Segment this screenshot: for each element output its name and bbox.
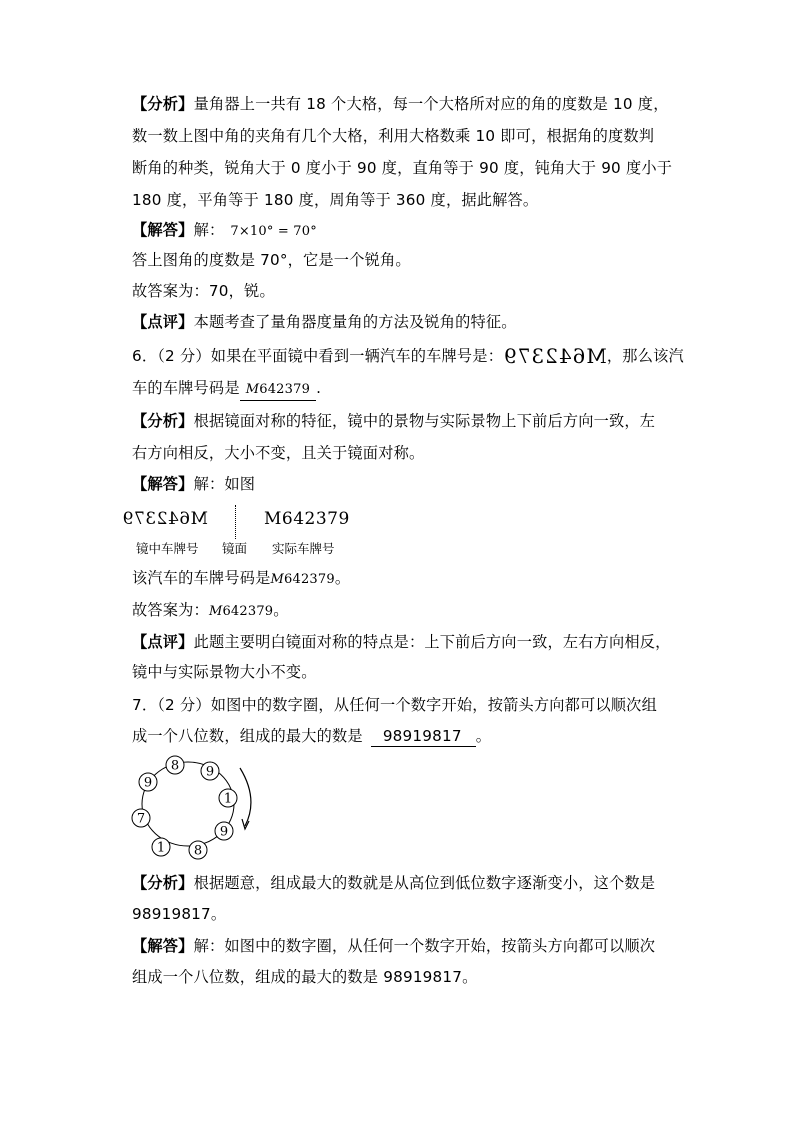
digit-node-label: 9 <box>143 775 153 791</box>
q7-analysis-text-1: 根据题意，组成最大的数就是从高位到低位数字逐渐变小，这个数是 <box>193 874 656 892</box>
q7-stem-l2-pre: 成一个八位数，组成的最大的数是 <box>132 727 363 745</box>
q6-number: 6． <box>132 347 158 365</box>
q5-analysis-line-2: 数一数上图中角的夹角有几个大格，利用大格数乘 10 即可，根据角的度数判 <box>132 127 655 145</box>
digit-node-label: 1 <box>223 791 233 807</box>
fig-actual-plate: M642379 <box>264 509 350 529</box>
fig-label-mirror: 镜面 <box>222 541 248 556</box>
q6-answer-blank <box>240 378 316 401</box>
q7-answer-line-2: 组成一个八位数，组成的最大的数是 98919817。 <box>132 968 478 986</box>
fig-mirror-plate: M642379 <box>122 509 208 529</box>
fig-label-actual: 实际车牌号 <box>272 541 335 556</box>
q5-analysis-line-3: 断角的种类，锐角大于 0 度小于 90 度，直角等于 90 度，钝角大于 90 度小于 <box>132 159 673 177</box>
q6-comment-tag: 【点评】 <box>132 633 194 651</box>
q5-comment-tag: 【点评】 <box>132 313 194 331</box>
q5-comment-line <box>132 312 517 332</box>
q6-final-pre: 故答案为： <box>132 601 209 619</box>
q7-score: （2 分） <box>157 696 211 714</box>
q7-answer-tag: 【解答】 <box>132 937 194 955</box>
digit-node-label: 1 <box>156 840 166 856</box>
q7-number: 7． <box>132 696 158 714</box>
q6-analysis-tag: 【分析】 <box>132 412 194 430</box>
q6-score: （2 分） <box>157 347 211 365</box>
q6-stem-l2-post: . <box>316 379 322 397</box>
q5-analysis-line-1 <box>132 94 669 114</box>
digit-node-label: 8 <box>193 843 203 859</box>
q5-final-answer: 故答案为：70，锐。 <box>132 282 275 300</box>
q6-answer-text: 解：如图 <box>193 475 256 493</box>
q6-comment-line-1 <box>132 632 671 652</box>
q6-stem-pre: 如果在平面镜中看到一辆汽车的车牌号是： <box>210 347 504 365</box>
q6-blank-letter: M <box>245 382 260 397</box>
arrow-curve <box>240 768 251 826</box>
q6-final-number: 642379 <box>222 604 274 619</box>
q5-formula: 7×10° = 70° <box>230 224 317 239</box>
q6-result-pre: 该汽车的车牌号码是 <box>132 569 271 587</box>
q6-answer-line-1 <box>132 474 255 494</box>
q6-answer-tag: 【解答】 <box>132 475 194 493</box>
q6-stem-line-1 <box>132 346 684 366</box>
digit-node-label: 9 <box>219 824 229 840</box>
q6-result-number: 642379 <box>284 572 335 587</box>
q5-answer-line-1 <box>132 220 317 242</box>
q6-blank-number: 642379 <box>259 382 311 397</box>
fig-label-mirror-plate: 镜中车牌号 <box>136 541 199 556</box>
q5-analysis-tag: 【分析】 <box>132 95 194 113</box>
q5-answer-prefix: 解： <box>193 221 225 239</box>
q7-answer-blank: 98919817 <box>371 726 476 747</box>
q7-stem-line-1 <box>132 695 657 715</box>
q6-result-post: 。 <box>334 569 351 587</box>
q6-comment-text-1: 此题主要明白镜面对称的特点是：上下前后方向一致，左右方向相反， <box>193 633 671 651</box>
q6-result-letter: M <box>270 572 285 587</box>
q5-answer-line-2: 答上图角的度数是 70°，它是一个锐角。 <box>132 251 411 269</box>
q7-analysis-line-1 <box>132 873 655 893</box>
q7-analysis-line-2: 98919817。 <box>132 905 227 923</box>
q6-mirror-plate-inline: M642379 <box>503 344 607 368</box>
q7-answer-text-1: 解：如图中的数字圈，从任何一个数字开始，按箭头方向都可以顺次 <box>193 937 656 955</box>
q6-final-line <box>132 600 289 622</box>
digit-nodes <box>132 756 237 859</box>
q5-comment-text: 本题考查了量角器度量角的方法及锐角的特征。 <box>193 313 517 331</box>
q7-digit-circle-figure <box>128 754 263 864</box>
q7-analysis-tag: 【分析】 <box>132 874 194 892</box>
q7-answer-line-1 <box>132 936 655 956</box>
q6-analysis-line-1 <box>132 411 655 431</box>
q6-final-post: 。 <box>273 601 289 619</box>
q6-stem-l2-pre: 车的车牌号码是 <box>132 379 240 397</box>
q5-analysis-text-1: 量角器上一共有 18 个大格，每一个大格所对应的角的度数是 10 度， <box>193 95 669 113</box>
q6-analysis-text-1: 根据镜面对称的特征，镜中的景物与实际景物上下前后方向一致，左 <box>193 412 656 430</box>
q5-analysis-line-4: 180 度，平角等于 180 度，周角等于 360 度，据此解答。 <box>132 191 539 209</box>
q7-stem-l2-post: 。 <box>475 727 492 745</box>
q7-stem-line-2 <box>132 726 491 747</box>
fig-mirror-line <box>235 505 236 539</box>
q7-stem-text-1: 如图中的数字圈，从任何一个数字开始，按箭头方向都可以顺次组 <box>210 696 657 714</box>
digit-node-label: 8 <box>170 758 180 774</box>
digit-node-label: 7 <box>136 811 146 827</box>
q6-final-letter: M <box>208 604 223 619</box>
q6-analysis-line-2: 右方向相反，大小不变，且关于镜面对称。 <box>132 444 425 462</box>
q5-answer-tag: 【解答】 <box>132 221 194 239</box>
digit-node-label: 9 <box>205 764 215 780</box>
q6-stem-line-2 <box>132 378 321 401</box>
q6-stem-post: ，那么该汽 <box>606 347 684 365</box>
q6-result-line <box>132 568 350 590</box>
q6-comment-line-2: 镜中与实际景物大小不变。 <box>132 663 317 681</box>
